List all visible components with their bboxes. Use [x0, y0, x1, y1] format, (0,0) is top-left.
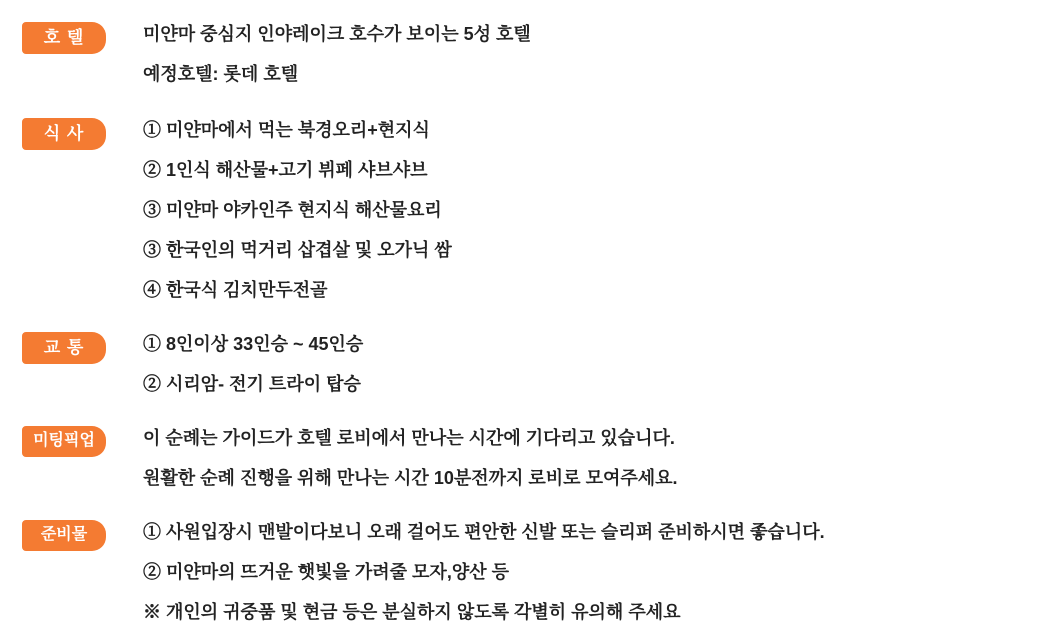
content-line: ① 미얀마에서 먹는 북경오리+현지식 — [143, 120, 430, 140]
section-content-meal — [142, 110, 1038, 310]
section-content-preparation — [142, 512, 1038, 632]
section-meal — [0, 110, 1038, 310]
content-line: ② 시리암- 전기 트라이 탑승 — [143, 374, 361, 394]
content-line: ① 8인이상 33인승 ~ 45인승 — [143, 334, 364, 354]
tag-column — [0, 418, 142, 457]
section-meeting-pickup — [0, 418, 1038, 498]
content-line: ③ 한국인의 먹거리 삽겹살 및 오가닉 쌈 — [143, 240, 452, 260]
tag-column — [0, 14, 142, 54]
content-line: 원활한 순례 진행을 위해 만나는 시간 10분전까지 로비로 모여주세요. — [143, 468, 678, 488]
content-line: ② 미얀마의 뜨거운 햇빛을 가려줄 모자,양산 등 — [143, 562, 509, 582]
content-line: ④ 한국식 김치만두전골 — [143, 280, 328, 300]
tag-column — [0, 110, 142, 150]
content-line: ③ 미얀마 야카인주 현지식 해산물요리 — [143, 200, 442, 220]
content-line: ※ 개인의 귀중품 및 현금 등은 분실하지 않도록 각별히 유의해 주세요 — [143, 602, 681, 622]
section-content-meeting-pickup — [142, 418, 1038, 498]
section-tag-meal: 식 사 — [22, 118, 106, 150]
tag-column — [0, 512, 142, 551]
section-tag-meeting-pickup: 미팅픽업 — [22, 426, 106, 457]
section-content-transport — [142, 324, 1038, 404]
section-tag-preparation: 준비물 — [22, 520, 106, 551]
content-line: 이 순례는 가이드가 호텔 로비에서 만나는 시간에 기다리고 있습니다. — [143, 428, 675, 448]
tag-column — [0, 324, 142, 364]
section-transport — [0, 324, 1038, 404]
section-content-hotel — [142, 14, 1038, 94]
content-line: ① 사원입장시 맨발이다보니 오래 걸어도 편안한 신발 또는 슬리퍼 준비하시면 좋습니다. — [143, 522, 825, 542]
content-line: 예정호텔: 롯데 호텔 — [143, 64, 299, 84]
section-tag-transport: 교 통 — [22, 332, 106, 364]
section-hotel — [0, 14, 1038, 94]
section-preparation — [0, 512, 1038, 632]
content-line: ② 1인식 해산물+고기 뷔페 샤브샤브 — [143, 160, 428, 180]
content-line: 미얀마 중심지 인야레이크 호수가 보이는 5성 호텔 — [143, 24, 531, 44]
section-tag-hotel: 호 텔 — [22, 22, 106, 54]
